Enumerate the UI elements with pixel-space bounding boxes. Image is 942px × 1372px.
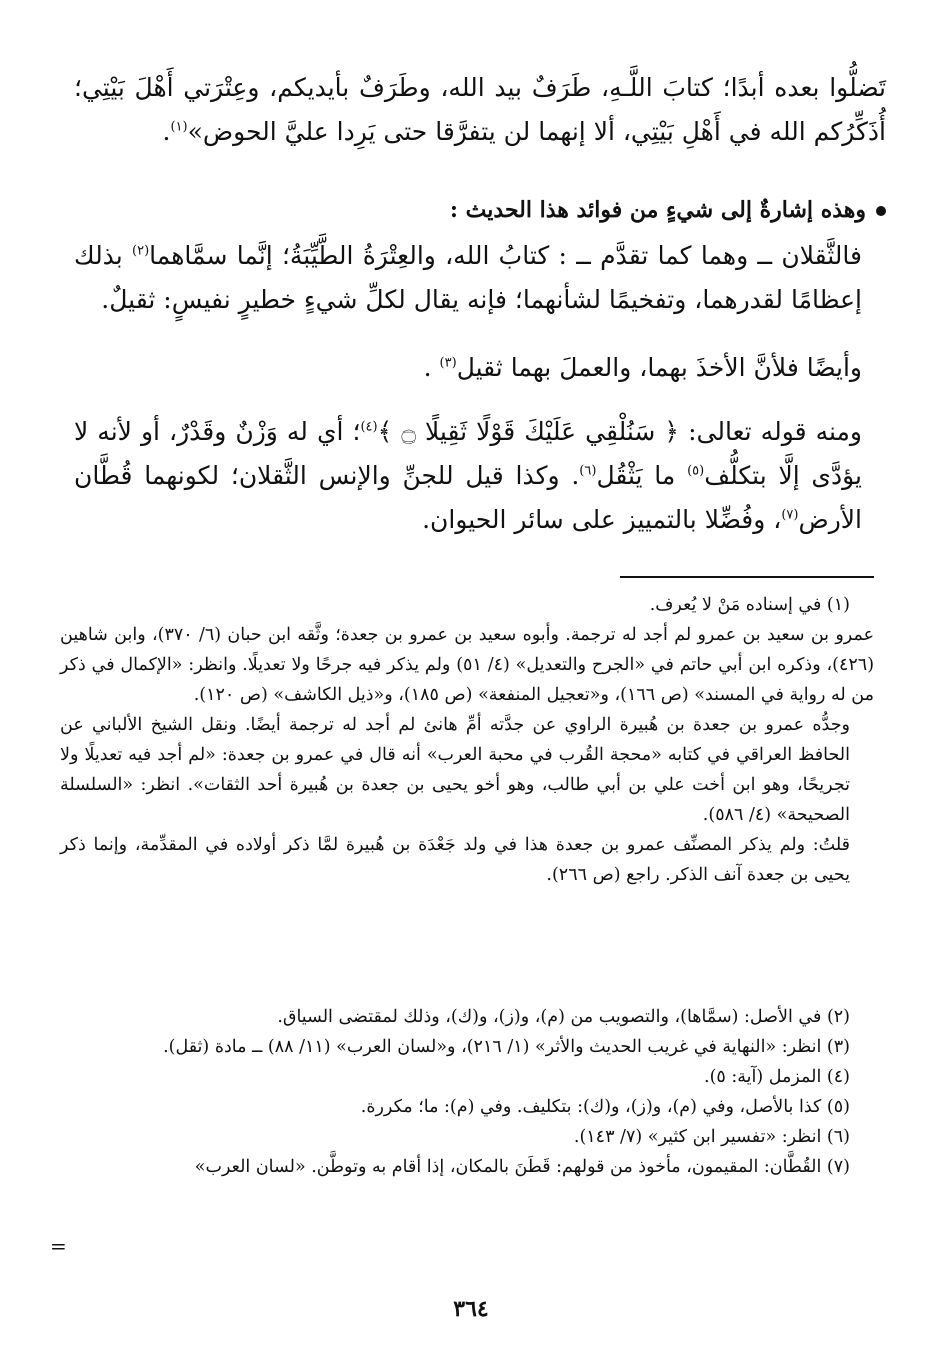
footnote-6: (٦) انظر: «تفسير ابن كثير» (٧/ ١٤٣). <box>573 1127 850 1147</box>
footnote-divider <box>620 576 874 578</box>
paragraph-2-part-b: بذلك إعظامًا لقدرهما، وتفخيمًا لشأنهما؛ فإنه يقال لكلِّ شيءٍ خطيرٍ نفيسٍ: ثقيلٌ. <box>74 241 862 314</box>
footnote-ref-1[interactable]: (١) <box>170 119 188 135</box>
paragraph-4-part-d: . وكذا قيل للجنِّ والإنس الثَّقلان؛ لكونهما قُطَّان الأرض <box>74 461 862 534</box>
footnote-ref-4[interactable]: (٤) <box>360 419 378 435</box>
footnote-1-paragraph-2: وجدُّه عمرو بن جعدة بن هُبيرة الراوي عن جدَّته أمِّ هانئ لم أجد له ترجمة أيضًا. ونقل الشيخ الألباني عن الحافظ العراقي في كتابه «محجة القُرب في محبة العرب» أنه قال في عمرو بن جعدة: «لم أجد فيه تعديلًا ولا تجريحًا، وهو ابن أخت علي بن أبي طالب، وهو أخو يحيى بن جعدة بن هُبيرة أحد الثقات». انظر: «السلسلة الصحيحة» (٤/ ٥٨٦). <box>60 715 850 825</box>
footnote-3: (٣) انظر: «النهاية في غريب الحديث والأثر» (١/ ٢١٦)، و«لسان العرب» (١١/ ٨٨) ــ مادة (ثقل). <box>163 1037 850 1057</box>
footnote-ref-6[interactable]: (٦) <box>579 463 597 479</box>
footnotes-list <box>60 1002 874 1182</box>
paragraph-4-part-b: ؛ أي له وَزْنٌ وقَدْرٌ، أو لأنه لا يؤدَّى إلَّا بتكلُّف <box>74 417 863 490</box>
continuation-sign: = <box>50 1234 67 1258</box>
footnote-1 <box>60 590 874 890</box>
main-text-paragraph-2 <box>74 234 886 322</box>
section-heading <box>74 188 886 232</box>
paragraph-4-part-a: ومنه قوله تعالى: ﴿ سَنُلْقِي عَلَيْكَ قَوْلًا ثَقِيلًا ۝ ﴾ <box>377 417 863 446</box>
footnote-5: (٥) كذا بالأصل، وفي (م)، و(ز)، و(ك): بتكليف. وفي (م): ما؛ مكررة. <box>360 1097 850 1117</box>
main-text-paragraph-3 <box>74 346 886 390</box>
footnote-ref-3[interactable]: (٣) <box>439 355 457 371</box>
footnote-4: (٤) المزمل (آية: ٥). <box>704 1067 850 1087</box>
footnote-7: (٧) القُطَّان: المقيمون، مأخوذ من قولهم: قَطَنَ بالمكان، إذا أقام به وتوطَّن. «لسان العرب» <box>194 1157 850 1177</box>
footnote-1-paragraph-3: قلتُ: ولم يذكر المصنِّف عمرو بن جعدة هذا في ولد جَعْدَة بن هُبيرة لمَّا ذكر أولاده في المقدِّمة، وإنما ذكر يحيى بن جعدة آنف الذكر. راجع (ص ٢٦٦). <box>60 835 850 885</box>
paragraph-2-part-a: فالثَّقلان ــ وهما كما تقدَّم ــ : كتابُ الله، والعِتْرَةُ الطَّيِّبَةُ؛ إنَّما سمَّاهما <box>149 241 862 270</box>
footnote-ref-7[interactable]: (٧) <box>781 507 799 523</box>
main-text-paragraph-1 <box>74 66 886 154</box>
footnote-2: (٢) في الأصل: (سمَّاها)، والتصويب من (م)، و(ز)، و(ك)، وذلك لمقتضى السياق. <box>277 1007 850 1027</box>
bullet-icon <box>876 206 886 216</box>
heading-text: وهذه إشارةٌ إلى شيءٍ من فوائد هذا الحديث : <box>449 197 866 223</box>
paragraph-4-part-c: ما يَثْقُل <box>596 461 688 490</box>
footnote-1-title: (١) في إسناده مَنْ لا يُعرف. <box>649 595 850 615</box>
paragraph-3-part-a: وأيضًا فلأنَّ الأخذَ بهما، والعملَ بهما ثقيل <box>456 353 862 382</box>
footnote-ref-5[interactable]: (٥) <box>687 463 705 479</box>
footnote-ref-2[interactable]: (٢) <box>132 243 150 259</box>
page-number: ٣٦٤ <box>453 1296 489 1322</box>
hadith-text-end: . <box>162 117 171 146</box>
paragraph-4-part-e: ، وفُضِّلا بالتمييز على سائر الحيوان. <box>422 505 782 534</box>
paragraph-3-part-b: . <box>423 353 440 382</box>
hadith-text: تَضلُّوا بعده أبدًا؛ كتابَ اللَّـهِ، طَرَفٌ بيد الله، وطَرَفٌ بأيديكم، وعِتْرَتي أَهْلَ بَيْتِي؛ أُذَكِّرُكم الله في أَهْلِ بَيْتِي، ألا إنهما لن يتفرَّقا حتى يَرِدا عليَّ الحوض» <box>74 73 886 146</box>
main-text-paragraph-4 <box>74 410 886 542</box>
footnote-1-paragraph-1: عمرو بن سعيد بن عمرو لم أجد له ترجمة. وأبوه سعيد بن عمرو بن جعدة؛ وثَّقه ابن حبان (٦/ ٣٧٠)، وابن شاهين (٤٢٦)، وذكره ابن أبي حاتم في «الجرح والتعديل» (٤/ ٥١) ولم يذكر فيه جرحًا ولا تعديلًا. وانظر: «الإكمال في ذكر من له رواية في المسند» (ص ١٦٦)، و«تعجيل المنفعة» (ص ١٨٥)، و«ذيل الكاشف» (ص ١٢٠). <box>60 625 875 705</box>
